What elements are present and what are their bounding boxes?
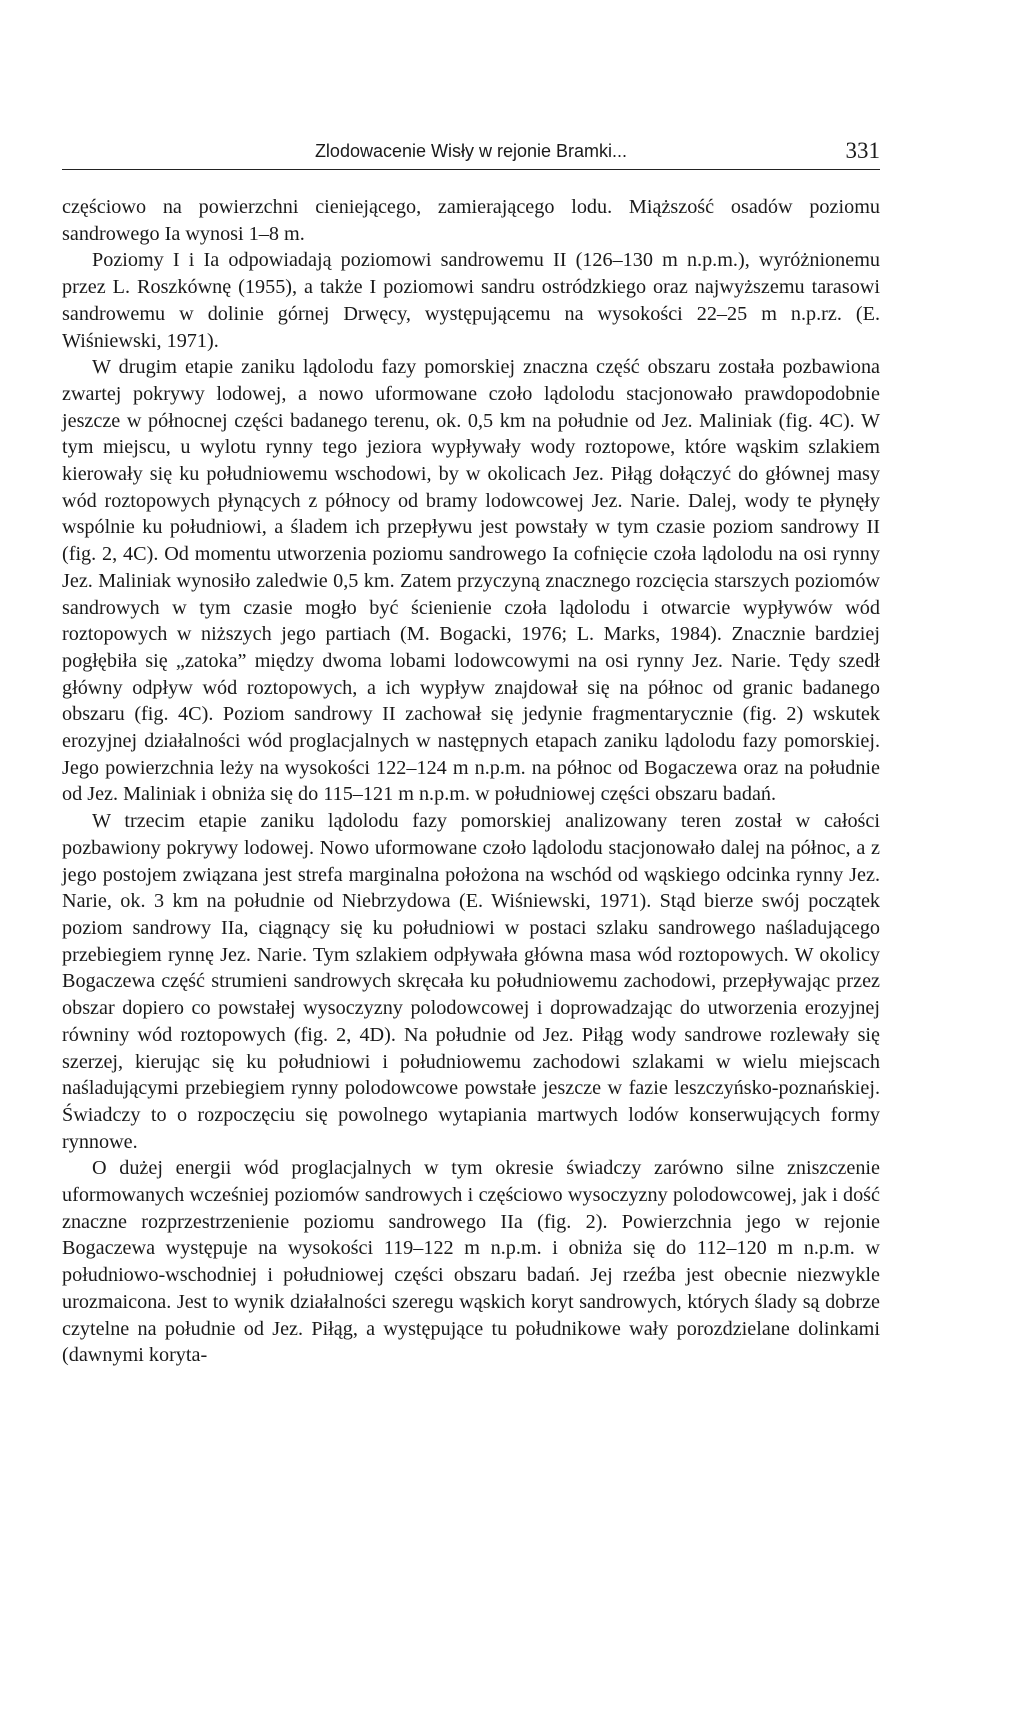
running-head <box>62 137 880 170</box>
article-body <box>62 194 880 1369</box>
paragraph: Poziomy I i Ia odpowiadają poziomowi sandrowemu II (126–130 m n.p.m.), wyróżnionemu przez L. Roszkównę (1955), a także I poziomowi sandru ostródzkiego oraz najwyższemu tarasowi sandrowemu w dolinie górnej Drwęcy, występującemu na wysokości 22–25 m n.p.rz. (E. Wiśniewski, 1971). <box>62 249 880 352</box>
paragraph: O dużej energii wód proglacjalnych w tym okresie świadczy zarówno silne zniszczenie uformowanych wcześniej poziomów sandrowych i częściowo wysoczyzny polodowcowej, jak i dość znaczne rozprzestrzenienie poziomu sandrowego IIa (fig. 2). Powierzchnia jego w rejonie Bogaczewa występuje na wysokości 119–122 m n.p.m. i obniża się do 112–120 m n.p.m. w południowo-wschodniej i południowej części obszaru badań. Jej rzeźba jest obecnie niezwykle urozmaicona. Jest to wynik działalności szeregu wąskich koryt sandrowych, których ślady są dobrze czytelne na południe od Jez. Piłąg, a występujące tu południkowe wały porozdzielane dolinkami (dawnymi koryta- <box>62 1157 880 1367</box>
journal-page <box>62 0 880 1724</box>
running-title: Zlodowacenie Wisły w rejonie Bramki... <box>314 141 628 161</box>
paragraph: W drugim etapie zaniku lądolodu fazy pomorskiej znaczna część obszaru została pozbawiona zwartej pokrywy lodowej, a nowo uformowane czoło lądolodu stacjonowało prawdopodobnie jeszcze w północnej części badanego terenu, ok. 0,5 km na południe od Jez. Maliniak (fig. 4C). W tym miejscu, u wylotu rynny tego jeziora wypływały wody roztopowe, które wąskim szlakiem kierowały się ku południowemu wschodowi, by w okolicach Jez. Piłąg dołączyć do głównej masy wód roztopowych płynących z północy od bramy lodowcowej Jez. Narie. Dalej, wody te płynęły wspólnie ku południowi, a śladem ich przepływu jest powstały w tym czasie poziom sandrowy II (fig. 2, 4C). Od momentu utworzenia poziomu sandrowego Ia cofnięcie czoła lądolodu na osi rynny Jez. Maliniak wynosiło zaledwie 0,5 km. Zatem przyczyną znacznego rozcięcia starszych poziomów sandrowych w tym czasie mogło być ścienienie czoła lądolodu i otwarcie wypływów wód roztopowych w niższych jego partiach (M. Bogacki, 1976; L. Marks, 1984). Znacznie bardziej pogłębiła się „zatoka” między dwoma lobami lodowcowymi na osi rynny Jez. Narie. Tędy szedł główny odpływ wód roztopowych, a ich wypływ znajdował się na północ od granic badanego obszaru (fig. 4C). Poziom sandrowy II zachował się jedynie fragmentarycznie (fig. 2) wskutek erozyjnej działalności wód proglacjalnych w następnych etapach zaniku lądolodu fazy pomorskiej. Jego powierzchnia leży na wysokości 122–124 m n.p.m. na północ od Bogaczewa oraz na południe od Jez. Maliniak i obniża się do 115–121 m n.p.m. w południowej części obszaru badań. <box>62 356 880 806</box>
paragraph: częściowo na powierzchni cieniejącego, zamierającego lodu. Miąższość osadów poziomu sandrowego Ia wynosi 1–8 m. <box>62 196 880 245</box>
paragraph: W trzecim etapie zaniku lądolodu fazy pomorskiej analizowany teren został w całości pozbawiony pokrywy lodowej. Nowo uformowane czoło lądolodu stacjonowało dalej na północ, a z jego postojem związana jest strefa marginalna położona na wschód od wąskiego odcinka rynny Jez. Narie, ok. 3 km na południe od Niebrzydowa (E. Wiśniewski, 1971). Stąd bierze swój początek poziom sandrowy IIa, ciągnący się ku południowi w postaci szlaku sandrowego naśladującego przebiegiem rynnę Jez. Narie. Tym szlakiem odpływała główna masa wód roztopowych. W okolicy Bogaczewa część strumieni sandrowych skręcała ku południowemu zachodowi, przepływając przez obszar dopiero co powstałej wysoczyzny polodowcowej i doprowadzając do utworzenia erozyjnej równiny wód roztopowych (fig. 2, 4D). Na południe od Jez. Piłąg wody sandrowe rozlewały się szerzej, kierując się ku południowi i południowemu zachodowi szlakami w wielu miejscach naśladującymi przebiegiem rynny polodowcowe powstałe jeszcze w fazie leszczyńsko-poznańskiej. Świadczy to o rozpoczęciu się powolnego wytapiania martwych lodów konserwujących formy rynnowe. <box>62 810 880 1153</box>
page-number: 331 <box>845 138 880 163</box>
